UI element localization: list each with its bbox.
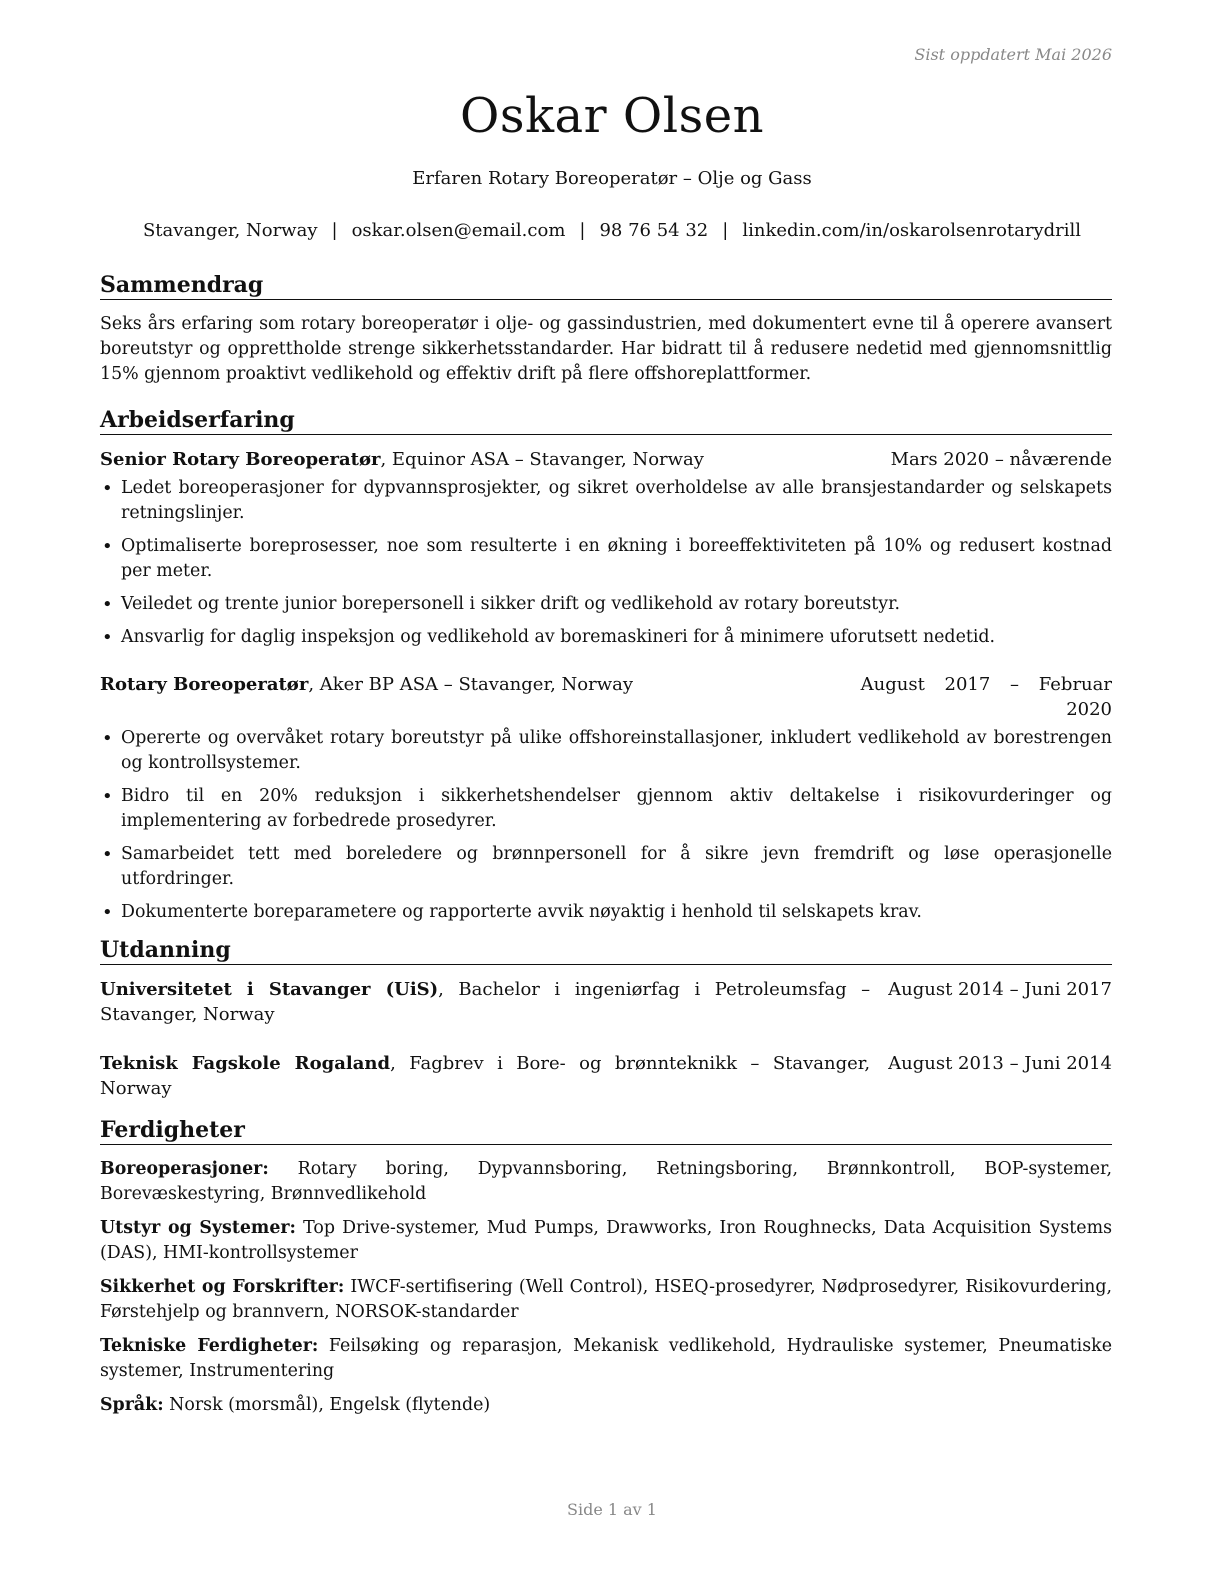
skill-label: Utstyr og Systemer: — [100, 1218, 296, 1238]
candidate-title: Erfaren Rotary Boreoperatør – Olje og Gass — [412, 168, 812, 189]
section-title-education: Utdanning — [100, 937, 1112, 965]
job-bullet: • Samarbeidet tett med boreledere og brønnpersonell for å sikre jevn fremdrift og løse operasjonelle utfordringer. — [100, 842, 1112, 892]
contact-linkedin[interactable]: linkedin.com/in/oskarolsenrotarydrill — [742, 220, 1082, 241]
skill-text: Rotary boring, Dypvannsboring, Retningsboring, Brønnkontroll, BOP-systemer, Borevæskestyring, Brønnvedlikehold — [100, 1159, 1112, 1204]
education-entry — [100, 1051, 1112, 1101]
skill-label: Tekniske Ferdigheter: — [100, 1336, 319, 1356]
job-entry — [100, 672, 1112, 925]
skill-text: IWCF-sertifisering (Well Control), HSEQ-prosedyrer, Nødprosedyrer, Risikovurdering, Førstehjelp og brannvern, NORSOK-standarder — [100, 1277, 1112, 1322]
job-bullet: • Ansvarlig for daglig inspeksjon og vedlikehold av boremaskineri for å minimere uforutsett nedetid. — [100, 625, 1112, 650]
skill-group — [100, 1157, 1112, 1207]
contact-separator: | — [331, 220, 338, 241]
job-bullet: • Bidro til en 20% reduksjon i sikkerhetshendelser gjennom aktiv deltakelse i risikovurderinger og implementering av forbedrede prosedyrer. — [100, 784, 1112, 834]
job-dates — [861, 672, 1112, 722]
contact-phone: 98 76 54 32 — [599, 220, 709, 241]
job-bullet: • Optimaliserte boreprosesser, noe som resulterte i en økning i boreeffektiviteten på 10% og redusert kostnad per meter. — [100, 534, 1112, 584]
skill-text: Top Drive-systemer, Mud Pumps, Drawworks, Iron Roughnecks, Data Acquisition Systems (DAS), HMI-kontrollsystemer — [100, 1218, 1112, 1263]
contact-line — [0, 220, 1224, 241]
skill-text: Norsk (morsmål), Engelsk (flytende) — [163, 1395, 491, 1415]
education-dates: August 2013 – Juni 2014 — [888, 1053, 1112, 1074]
last-updated: Sist oppdatert Mai 2026 — [914, 45, 1112, 64]
contact-email[interactable]: oskar.olsen@email.com — [351, 220, 566, 241]
education-school: Universitetet i Stavanger (UiS) — [100, 979, 439, 1000]
job-entry — [100, 447, 1112, 650]
job-header — [100, 672, 1112, 722]
job-role: Senior Rotary Boreoperatør — [100, 449, 381, 470]
job-company: , Equinor ASA – Stavanger, Norway — [380, 449, 704, 470]
job-dates: Mars 2020 – nåværende — [890, 449, 1112, 470]
job-bullet: • Dokumenterte boreparametere og rapporterte avvik nøyaktig i henhold til selskapets krav. — [100, 900, 1112, 925]
job-dates-line: 2020 — [1066, 699, 1112, 720]
skill-label: Boreoperasjoner: — [100, 1159, 269, 1179]
contact-separator: | — [579, 220, 586, 241]
education-dates: August 2014 – Juni 2017 — [888, 979, 1112, 1000]
skill-label: Språk: — [100, 1395, 164, 1415]
job-bullet: • Ledet boreoperasjoner for dypvannsprosjekter, og sikret overholdelse av alle bransjestandarder og selskapets retningslinjer. — [100, 476, 1112, 526]
education-entry — [100, 977, 1112, 1027]
job-header — [100, 447, 1112, 472]
section-title-experience: Arbeidserfaring — [100, 407, 1112, 435]
summary-text: Seks års erfaring som rotary boreoperatør i olje- og gassindustrien, med dokumentert evne til å operere avansert boreutstyr og opprettholde strenge sikkerhetsstandarder. Har bidratt til å redusere nedetid med gjennomsnittlig 15% gjennom proaktivt vedlikehold og effektiv drift på flere offshoreplattformer. — [100, 314, 1112, 384]
skill-label: Sikkerhet og Forskrifter: — [100, 1277, 345, 1297]
job-bullets — [100, 476, 1112, 650]
job-role: Rotary Boreoperatør — [100, 674, 309, 695]
job-bullets — [100, 726, 1112, 925]
skill-group — [100, 1275, 1112, 1325]
job-bullet: • Veiledet og trente junior borepersonell i sikker drift og vedlikehold av rotary boreutstyr. — [100, 592, 1112, 617]
job-bullet: • Opererte og overvåket rotary boreutstyr på ulike offshoreinstallasjoner, inkludert vedlikehold av borestrengen og kontrollsystemer. — [100, 726, 1112, 776]
resume-content — [100, 272, 1112, 1427]
page-number: Side 1 av 1 — [567, 1500, 657, 1519]
contact-separator: | — [722, 220, 729, 241]
education-detail: , Bachelor i ingeniørfag i Petroleumsfag – Stavanger, Norway — [100, 979, 871, 1025]
skill-group — [100, 1216, 1112, 1266]
candidate-name: Oskar Olsen — [459, 88, 765, 144]
section-title-skills: Ferdigheter — [100, 1117, 1112, 1145]
education-detail: , Fagbrev i Bore- og brønnteknikk – Stavanger, Norway — [100, 1053, 871, 1099]
education-school: Teknisk Fagskole Rogaland — [100, 1053, 391, 1074]
skill-text: Feilsøking og reparasjon, Mekanisk vedlikehold, Hydrauliske systemer, Pneumatiske systemer, Instrumentering — [100, 1336, 1112, 1381]
skill-group — [100, 1334, 1112, 1384]
contact-location: Stavanger, Norway — [142, 220, 318, 241]
job-company: , Aker BP ASA – Stavanger, Norway — [308, 674, 634, 695]
job-dates-line: August 2017 – Februar — [860, 674, 1112, 695]
skill-group — [100, 1393, 1112, 1418]
section-title-summary: Sammendrag — [100, 272, 1112, 300]
